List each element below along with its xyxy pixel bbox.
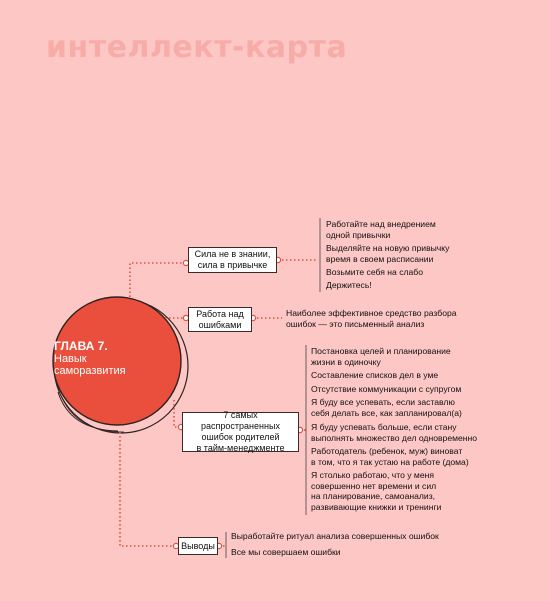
leaf-habit-2: Выделяйте на новую привычку время в своем расписании — [326, 243, 450, 264]
leaf-errors-1: Постановка целей и планирование жизни в одиночку — [311, 346, 451, 367]
leaf-errors-6: Работодатель (ребенок, муж) виноват в том, что я так устаю на работе (дома) — [311, 446, 469, 467]
leaf-habit-1: Работайте над внедрением одной привычки — [326, 219, 436, 240]
leaf-errors-7: Я столько работаю, что у меня совершенно нет времени и сил на планирование, самоанализ, развивающие книжки и тренинги — [311, 470, 442, 512]
central-node-subtitle: Навык саморазвития — [54, 353, 126, 377]
leaf-errors-2: Составление списков дел в уме — [311, 370, 439, 380]
leaf-conclusions-2: Все мы совершаем ошибки — [231, 547, 341, 557]
branch-mistakes-label: Работа над ошибками — [196, 308, 244, 330]
page-title: интеллект-карта — [46, 30, 348, 65]
leaf-conclusions-1: Выработайте ритуал анализа совершенных ошибок — [231, 531, 439, 541]
branch-parent-errors — [182, 412, 299, 452]
branch-parent-errors-label: 7 самых распространенных ошибок родителей в тайм-менеджменте — [196, 410, 285, 453]
leaf-errors-4: Я буду все успевать, если заставлю себя делать все, как запланировал(а) — [311, 397, 462, 418]
leaf-mistakes-1: Наиболее эффективное средство разбора ошибок — это письменный анализ — [286, 308, 457, 329]
leaf-habit-4: Держитесь! — [326, 280, 372, 290]
leaf-habit-3: Возьмите себя на слабо — [326, 267, 424, 277]
branch-conclusions — [178, 537, 218, 555]
branch-mistakes — [188, 307, 252, 332]
branch-habit-label: Сила не в знании, сила в привычке — [194, 249, 271, 270]
leaf-errors-3: Отсутствие коммуникации с супругом — [311, 384, 462, 394]
branch-habit — [188, 247, 277, 273]
leaf-errors-5: Я буду успевать больше, если стану выполнять множество дел одновременно — [311, 422, 478, 443]
branch-conclusions-label: Выводы — [181, 540, 215, 551]
central-node-title: ГЛАВА 7. — [54, 339, 108, 353]
